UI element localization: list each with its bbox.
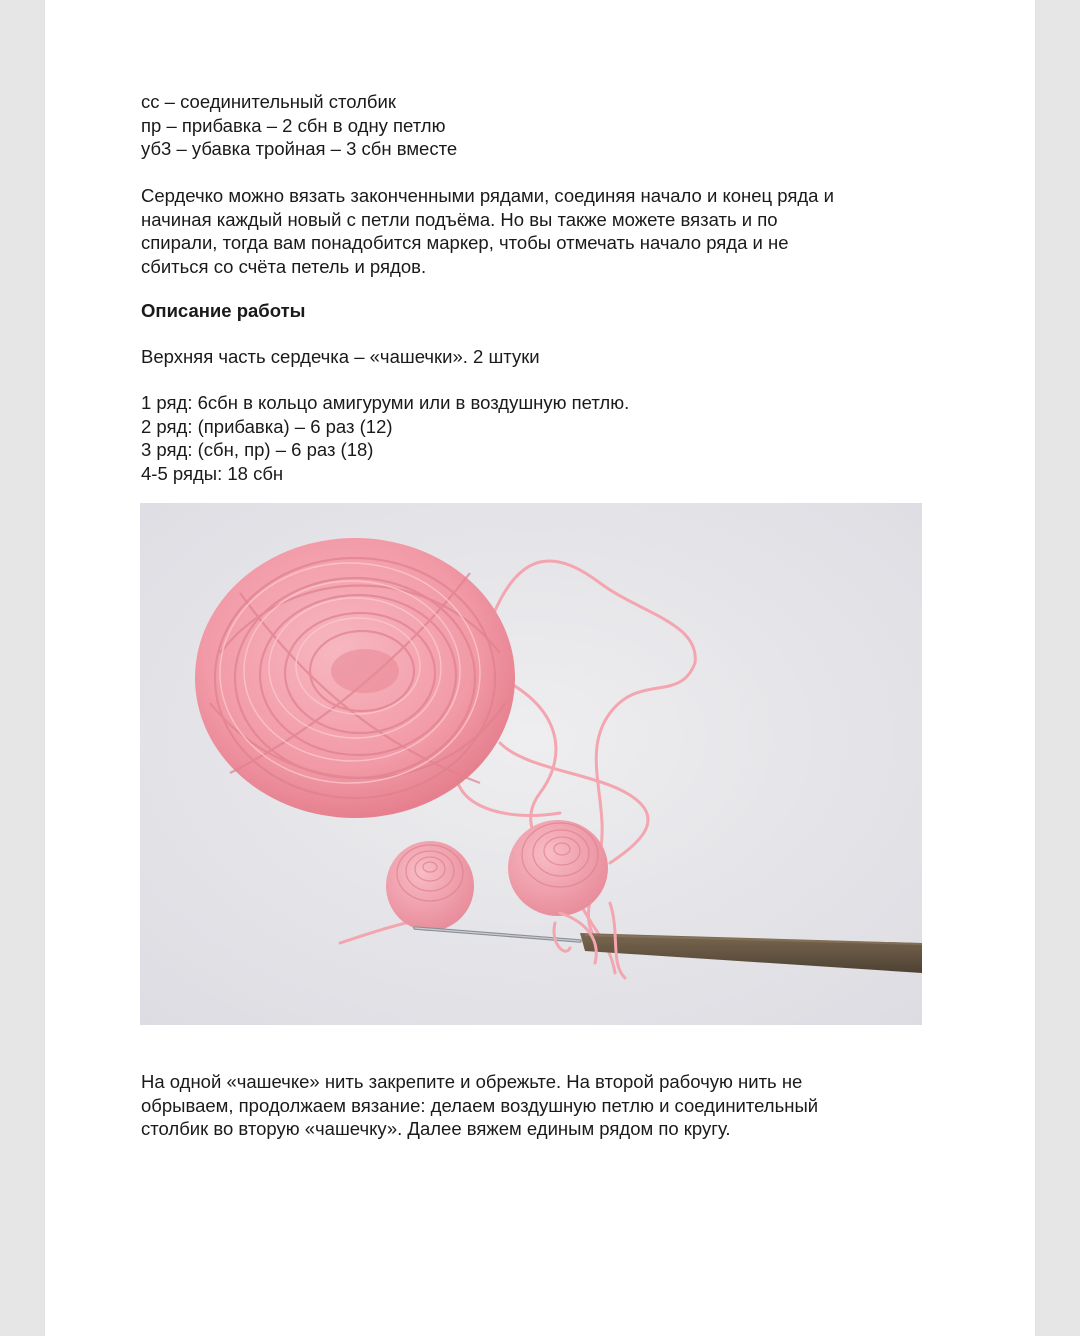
abbreviation-item: уб3 – убавка тройная – 3 сбн вместе [141, 138, 458, 159]
rows-list [141, 391, 941, 485]
row-item: 3 ряд: (сбн, пр) – 6 раз (18) [141, 439, 374, 460]
paragraph-line: сбиться со счёта петель и рядов. [141, 255, 427, 277]
paragraph-line: начиная каждый новый с петли подъёма. Но вы также можете вязать и по [141, 208, 778, 230]
row-item: 4-5 ряды: 18 сбн [141, 462, 284, 484]
part-title: Верхняя часть сердечка – «чашечки». 2 штуки [141, 346, 540, 367]
paragraph-line: обрываем, продолжаем вязание: делаем воздушную петлю и соединительный [141, 1094, 819, 1116]
intro-paragraph [141, 184, 941, 278]
crochet-cup-right [508, 820, 608, 916]
crochet-cup-left [386, 841, 474, 931]
section-heading: Описание работы [141, 300, 306, 321]
final-paragraph [141, 1070, 941, 1141]
abbreviation-item: сс – соединительный столбик [141, 91, 396, 112]
abbreviation-item: пр – прибавка – 2 сбн в одну петлю [141, 114, 446, 136]
abbreviations-list [141, 90, 941, 161]
paragraph-line: Сердечко можно вязать законченными рядами, соединяя начало и конец ряда и [141, 185, 834, 206]
paragraph-line: столбик во вторую «чашечку». Далее вяжем единым рядом по кругу. [141, 1118, 731, 1139]
row-item: 1 ряд: 6сбн в кольцо амигуруми или в воздушную петлю. [141, 392, 630, 413]
yarn-ball [195, 538, 515, 818]
paragraph-line: спирали, тогда вам понадобится маркер, чтобы отмечать начало ряда и не [141, 232, 789, 253]
row-item: 2 ряд: (прибавка) – 6 раз (12) [141, 415, 393, 437]
crochet-photo [140, 503, 922, 1025]
paragraph-line: На одной «чашечке» нить закрепите и обрежьте. На второй рабочую нить не [141, 1071, 803, 1092]
